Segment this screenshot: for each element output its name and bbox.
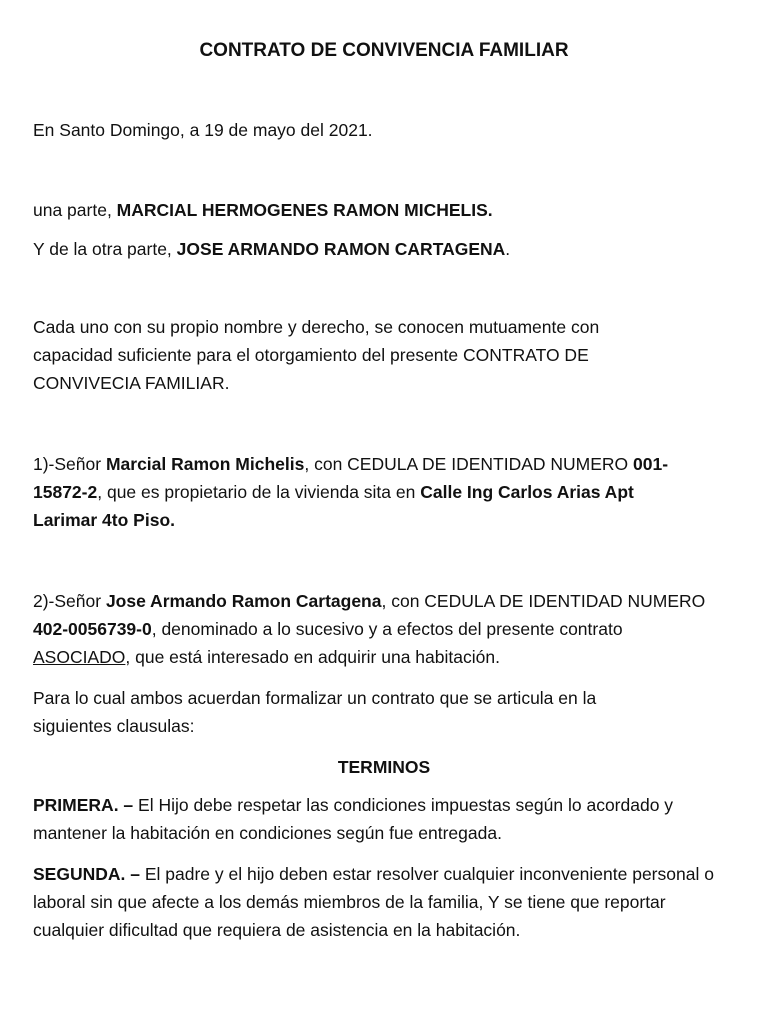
party-one — [33, 196, 741, 224]
clause-one-line-1 — [33, 450, 741, 478]
clause-one-prefix: 1)-Señor — [33, 454, 106, 474]
party-one-prefix: una parte, — [33, 200, 117, 220]
clause-one-name: Marcial Ramon Michelis — [105, 454, 305, 474]
clause-one-line-3 — [33, 506, 741, 534]
clause-two-suffix: , que está interesado en adquirir una habitación. — [125, 647, 500, 667]
clause-two-line-3 — [33, 643, 741, 671]
clause-one-address-part2: Larimar 4to Piso. — [33, 510, 175, 530]
clause-one-id-part1: 001- — [633, 454, 669, 474]
clause-two-prefix: 2)-Señor — [33, 591, 106, 611]
clause-one — [33, 450, 741, 534]
term-first — [33, 791, 741, 847]
document-page — [33, 0, 741, 1024]
clause-two-mid2: , denominado a lo sucesivo y a efectos del presente contrato — [151, 619, 623, 639]
party-two-name: JOSE ARMANDO RAMON CARTAGENA — [176, 239, 506, 259]
clause-one-address-part1: Calle Ing Carlos Arias Apt — [420, 482, 634, 502]
party-two-suffix: . — [505, 239, 511, 259]
clause-one-id-part2: 15872-2 — [33, 482, 98, 502]
term-first-text: El Hijo debe respetar las condiciones impuestas según lo acordado y mantener la habitación en condiciones según fue entregada. — [33, 795, 674, 843]
document-title: CONTRATO DE CONVIVENCIA FAMILIAR — [199, 40, 569, 61]
term-first-label: PRIMERA. – — [33, 795, 134, 815]
terms-intro: Para lo cual ambos acuerdan formalizar un contrato que se articula en la siguientes clausulas: — [33, 688, 597, 736]
clause-one-line-2 — [33, 478, 741, 506]
term-second-label: SEGUNDA. – — [33, 864, 140, 884]
clause-one-mid2: , que es propietario de la vivienda sita en — [97, 482, 421, 502]
terms-heading — [33, 753, 735, 781]
terms-heading-text: TERMINOS — [337, 757, 431, 777]
clause-one-mid1: , con CEDULA DE IDENTIDAD NUMERO — [304, 454, 634, 474]
clause-two-id: 402-0056739-0 — [33, 619, 152, 639]
party-one-name: MARCIAL HERMOGENES RAMON MICHELIS. — [116, 200, 493, 220]
clause-two-name: Jose Armando Ramon Cartagena — [105, 591, 382, 611]
clause-two-line-2 — [33, 615, 741, 643]
place-date: En Santo Domingo, a 19 de mayo del 2021. — [33, 120, 373, 140]
clause-two-role: ASOCIADO — [33, 647, 126, 667]
capacity-paragraph: Cada uno con su propio nombre y derecho, se conocen mutuamente con capacidad suficiente para el otorgamiento del presente CONTRATO DE CONVIVECIA FAMILIAR. — [33, 317, 600, 393]
party-two-prefix: Y de la otra parte, — [33, 239, 177, 259]
term-second — [33, 860, 741, 944]
clause-two — [33, 587, 741, 671]
clause-two-line-1 — [33, 587, 741, 615]
clause-two-mid1: , con CEDULA DE IDENTIDAD NUMERO — [381, 591, 706, 611]
term-second-text: El padre y el hijo deben estar resolver cualquier inconveniente personal o laboral sin que afecte a los demás miembros de la familia, Y se tiene que reportar cualquier dificultad que requiera de asistencia en la habitación. — [33, 864, 714, 940]
party-two — [33, 235, 741, 263]
